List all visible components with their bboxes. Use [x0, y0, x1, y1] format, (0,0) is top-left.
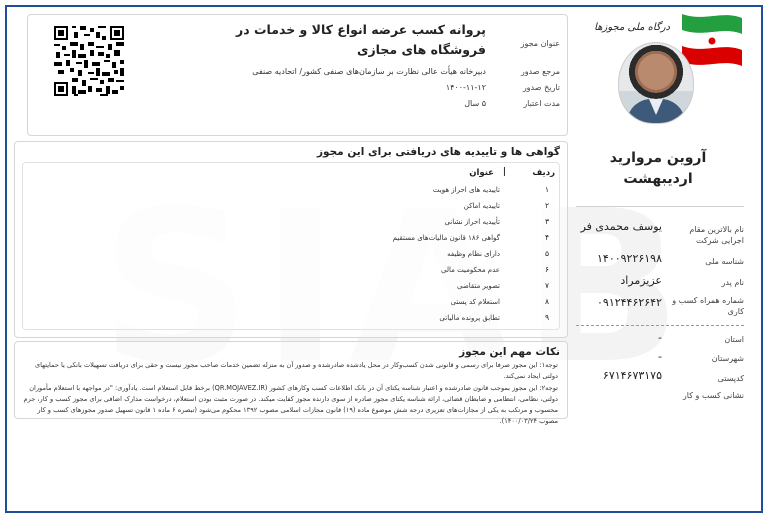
field-label-province: استان: [724, 335, 744, 344]
table-row-number: ۳: [544, 217, 550, 226]
table-row: استعلام کد پستی: [450, 298, 500, 306]
issue-date-value: ۱۴۰۰-۱۱-۱۲: [445, 83, 486, 92]
divider: [576, 206, 744, 207]
note-1: توجه۱: این مجوز صرفا برای رسمی و قانونی شدن کسب‌وکار در محل یادشده صادرشده و صدور آن به منزله تضمین خدمات صاحب مجوز نیست و حقی برای دریافت تسهیلات بانکی یا حمایتهای دولتی ایجاد نمی‌کند.: [35, 361, 558, 380]
validity-label: مدت اعتبار: [523, 99, 560, 108]
table-row-number: ۷: [544, 281, 550, 290]
table-row: تأییدیه احراز نشانی: [444, 218, 500, 226]
divider: [576, 325, 744, 326]
certificates-title: گواهی ها و تاییدیه های دریافتی برای این مجوز: [316, 146, 560, 158]
table-row: دارای نظام وظیفه: [447, 250, 500, 258]
table-row-number: ۵: [544, 249, 550, 258]
field-value-executive: یوسف محمدی فر: [580, 220, 662, 233]
issue-date-label: تاریخ صدور: [522, 83, 560, 92]
field-label-city: شهرستان: [711, 354, 744, 363]
issuer-label: مرجع صدور: [520, 67, 560, 76]
holder-photo: [618, 42, 694, 124]
field-label-mobile: شماره همراه کسب و کاری: [672, 296, 744, 316]
notes-title: نکات مهم این مجوز: [459, 346, 560, 358]
note-2: توجه۲: این مجوز بموجب قانون صادرشده و اعتبار شناسه یکتای آن در بانک اطلاعات کسب وکارهای کشور (QR.MOJAVEZ.IR) برخط قابل استعلام است. یادآوری: "در مواجهه با استعلام مأموران دولتی، نظامی، انتظامی و ضابطان قضائی، ارائه شناسه یکتای مجوز صادره از سوی دارنده مجوز کفایت میکند. در صورت مثبت بودن استعلام، درخواست مدارک اضافی برای مجوز کسب و کار، جرم محسوب و مرتکب به یکی از مجازات‌های تعزیری درجه شش موضوع ماده (۱۹) قانون مجازات اسلامی مصوب ۱۳۹۲ محکوم می‌شود (تبصره ۶ ماده ۱ قانون تسهیل صدور مجوزهای کسب و کار مصوب ۱۴۰۰/۰۳/۲۴).: [23, 384, 558, 425]
field-label-executive: نام بالاترین مقام اجرایی شرکت: [689, 225, 744, 245]
table-row-number: ۱: [544, 185, 550, 194]
field-value-mobile: ۰۹۱۲۴۴۶۲۶۴۲: [597, 296, 662, 309]
brand-logo: درگاه ملی مجوزها: [594, 22, 670, 33]
table-row: تصویر متقاضی: [457, 282, 500, 290]
license-title: پروانه کسب عرضه انواع کالا و خدمات در فروشگاه های مجازی: [236, 22, 486, 57]
column-header-row: ردیف: [532, 168, 555, 178]
qr-code[interactable]: [52, 24, 126, 98]
field-value-national-id: ۱۴۰۰۹۲۲۶۱۹۸: [597, 252, 662, 265]
holder-first-name: آروین مروارید: [609, 150, 707, 166]
holder-last-name: اردیبهشت: [623, 171, 693, 187]
field-label-father-name: نام پدر: [721, 278, 744, 287]
table-row-number: ۸: [544, 297, 550, 306]
table-row-number: ۹: [544, 313, 550, 322]
table-row: عدم محکومیت مالی: [441, 266, 500, 274]
table-row-number: ۴: [544, 233, 550, 242]
table-row: گواهی ۱۸۶ قانون مالیات‌های مستقیم: [392, 234, 500, 242]
license-title-label: عنوان مجوز: [520, 39, 560, 48]
field-label-address: نشانی کسب و کار: [682, 391, 744, 400]
column-header-separator: |: [502, 167, 506, 177]
field-value-city: -: [658, 350, 662, 363]
issuer-value: دبیرخانه هیأت عالی نظارت بر سازمان‌های صنفی کشور/ اتحادیه صنفی: [252, 67, 486, 76]
table-row: تطابق پرونده مالیاتی: [439, 314, 500, 322]
column-header-title: عنوان: [469, 168, 494, 178]
field-value-province: -: [658, 331, 662, 344]
validity-value: ۵ سال: [464, 99, 486, 108]
field-value-postal-code: ۶۷۱۴۶۷۳۱۷۵: [602, 369, 662, 382]
table-row: تاییدیه اماکن: [463, 202, 500, 210]
table-row-number: ۶: [544, 265, 550, 274]
table-row-number: ۲: [544, 201, 550, 210]
field-label-postal-code: کدپستی: [717, 374, 744, 383]
field-value-father-name: عزیزمراد: [620, 274, 662, 287]
holder-name: [572, 148, 744, 190]
field-label-national-id: شناسه ملی: [705, 257, 744, 266]
table-row: تاییدیه های احراز هویت: [432, 186, 500, 194]
